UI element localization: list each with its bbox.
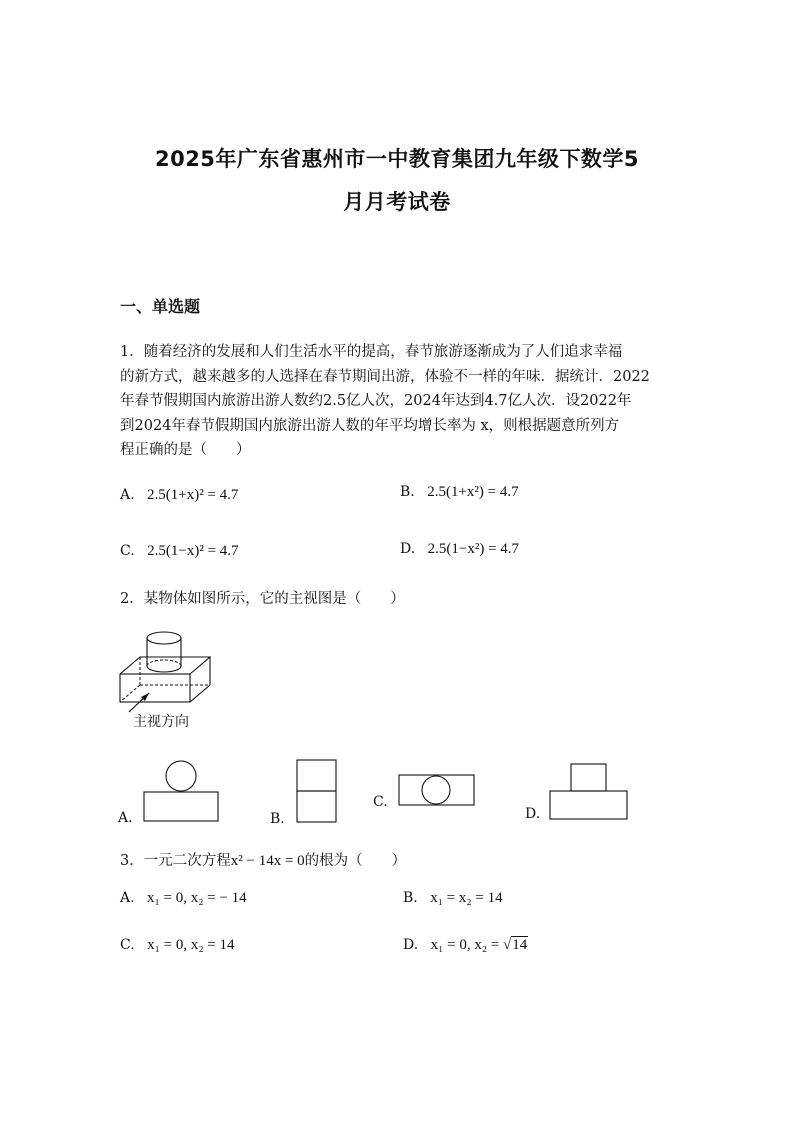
question-1-line: 年春节假期国内旅游出游人数约2.5亿人次，2024年达到4.7亿人次．设2022年 [120,393,632,409]
question-1-text [120,340,680,463]
page-title-line-1: 2025年广东省惠州市一中教育集团九年级下数学5 [154,147,640,171]
question-1-line: 的新方式，越来越多的人选择在春节期间出游，体验不一样的年味．据统计．2022 [120,368,650,385]
option-expression: x₁ = 0, x₂ = 14 [147,937,235,953]
question-1-line: 到2024年春节假期国内旅游出游人数的年平均增长率为 x，则根据题意所列方 [120,417,620,434]
question-1-line: 1．随着经济的发展和人们生活水平的提高，春节旅游逐渐成为了人们追求幸福 [120,344,623,360]
option-label: D. [400,541,416,557]
option-label: B. [403,890,418,906]
q2-option-a[interactable]: A. [118,810,133,826]
q3-option-b[interactable] [403,890,503,907]
option-expression: x₁ = 0, x₂ = − 14 [147,890,247,906]
q2-option-a-figure [143,760,221,824]
question-3-text [120,849,406,874]
q2-option-c-figure [398,774,476,808]
sqrt-symbol: √ [503,937,512,953]
q3-option-a[interactable] [120,890,247,907]
q2-option-d[interactable]: D. [525,806,541,822]
question-3-prefix: 3．一元二次方程 [120,853,231,869]
q1-option-a[interactable] [120,487,238,504]
option-expression: 2.5(1+x)² = 4.7 [147,487,239,503]
option-label: D. [403,937,419,953]
option-label: A. [120,890,135,906]
q1-option-d[interactable] [400,541,519,558]
page-title-line-2: 月月考试卷 [343,190,451,214]
section-heading: 一、单选题 [120,297,201,316]
option-label: A. [120,487,135,503]
option-expression: 2.5(1−x)² = 4.7 [147,543,239,559]
question-1-line: 程正确的是（ ） [120,442,251,458]
question-3-suffix: 的根为（ ） [304,853,407,869]
option-expression: 2.5(1+x²) = 4.7 [427,484,519,500]
option-expression: 2.5(1−x²) = 4.7 [427,541,520,557]
q2-option-b[interactable]: B. [270,811,285,827]
option-expression-prefix: x₁ = 0, x₂ = [430,937,504,953]
option-label: B. [400,484,415,500]
option-label: C. [120,543,135,559]
q2-option-b-figure [296,759,338,825]
q2-option-c[interactable]: C. [373,794,388,810]
q3-option-d[interactable] [403,937,528,954]
q2-option-d-figure [549,763,629,821]
question-2-text: 2．某物体如图所示，它的主视图是（ ） [120,591,405,607]
q1-option-b[interactable] [400,484,519,501]
question-3-equation: x² − 14x = 0 [230,853,305,869]
option-expression: x₁ = x₂ = 14 [430,890,503,906]
q3-option-c[interactable] [120,937,235,954]
q1-option-c[interactable] [120,543,239,560]
view-direction-caption: 主视方向 [133,714,189,730]
option-label: C. [120,937,135,953]
sqrt-radicand: 14 [512,937,528,953]
